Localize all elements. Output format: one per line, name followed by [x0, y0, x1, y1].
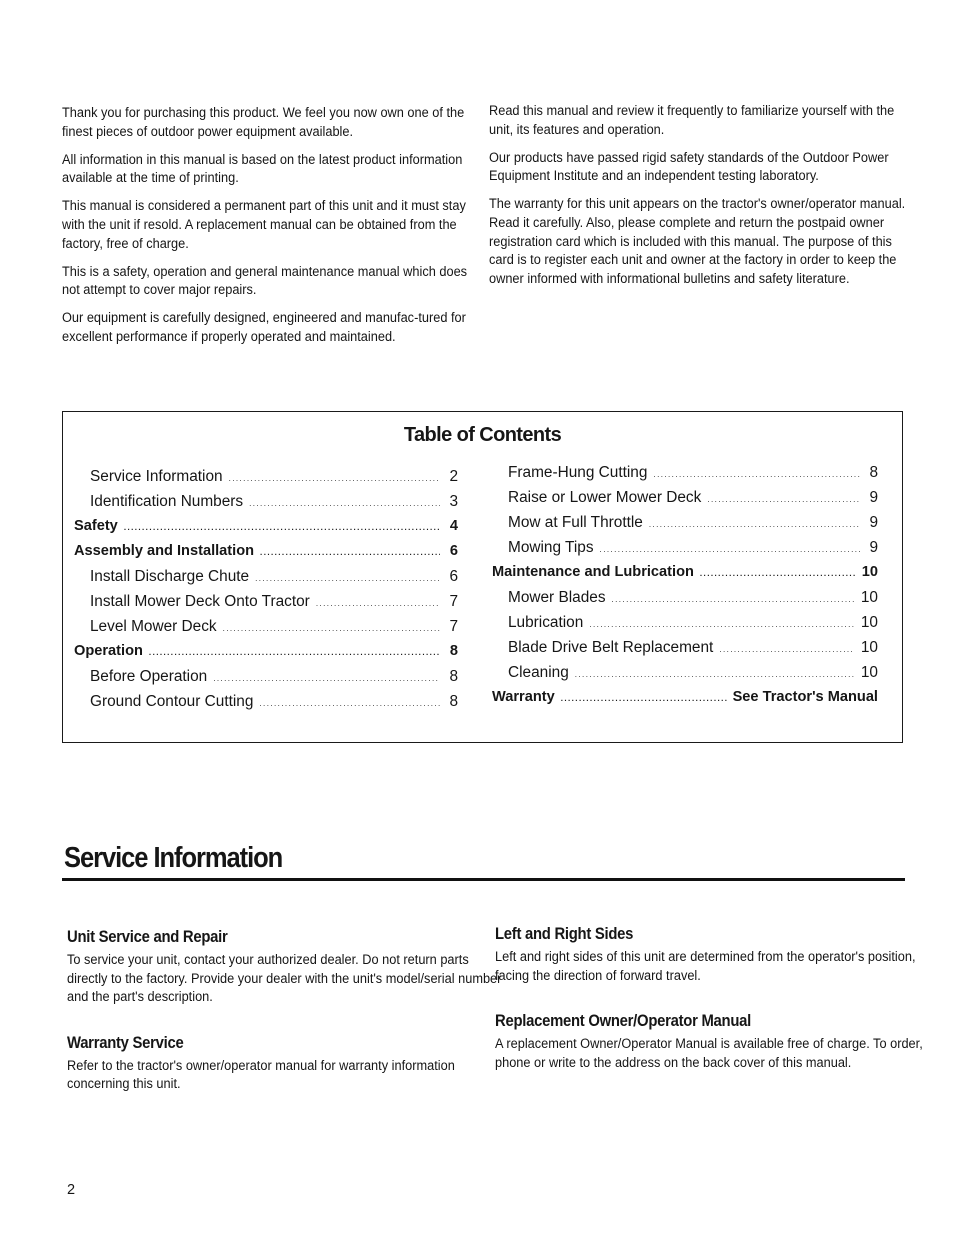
toc-leader-dots — [316, 593, 440, 611]
toc-title: Table of Contents — [403, 424, 562, 446]
toc-entry — [492, 564, 878, 589]
section-divider — [62, 878, 905, 881]
toc-right-column — [492, 464, 878, 714]
intro-paragraph: Read this manual and review it frequently to familiarize yourself with the unit, its features and operation. — [489, 103, 895, 138]
service-heading: Left and Right Sides — [495, 925, 634, 943]
toc-left-column — [74, 468, 458, 718]
toc-entry — [492, 514, 878, 539]
toc-entry — [74, 518, 458, 543]
toc-entry-page: 10 — [860, 589, 878, 606]
toc-entry-label: Raise or Lower Mower Deck — [508, 489, 702, 506]
service-block-replacement-manual — [495, 1012, 935, 1072]
toc-entry-label: Service Information — [90, 468, 223, 485]
toc-entry-page: 7 — [449, 593, 458, 610]
intro-paragraph: Thank you for purchasing this product. We feel you now own one of the finest pieces of outdoor power equipment available. — [62, 105, 465, 140]
toc-entry — [492, 464, 878, 489]
toc-entry-label: Safety — [74, 518, 118, 534]
toc-leader-dots — [700, 564, 856, 580]
toc-entry-label: Frame-Hung Cutting — [508, 464, 648, 481]
intro-paragraph: This is a safety, operation and general maintenance manual which does not attempt to cover major repairs. — [62, 263, 468, 299]
toc-leader-dots — [653, 464, 860, 482]
toc-entry — [492, 589, 878, 614]
toc-entry-page: 3 — [449, 493, 458, 510]
service-block-unit-service — [67, 928, 507, 1007]
toc-leader-dots — [260, 543, 440, 559]
toc-entry-page: 6 — [449, 543, 458, 559]
toc-leader-dots — [249, 493, 440, 511]
toc-entry-page: 9 — [869, 514, 878, 531]
toc-entry-page: 9 — [869, 539, 878, 556]
toc-entry — [74, 468, 458, 493]
table-of-contents — [62, 411, 903, 743]
toc-entry — [492, 539, 878, 564]
intro-paragraph: This manual is considered a permanent part of this unit and it must stay with the unit if resold. A replacement manual can be obtained from the factory, free of charge. — [62, 198, 466, 252]
service-body: A replacement Owner/Operator Manual is available free of charge. To order, phone or write to the address on the back cover of this manual. — [495, 1036, 923, 1071]
toc-entry-label: Warranty — [492, 689, 555, 705]
toc-leader-dots — [149, 643, 440, 659]
toc-entry-page: 10 — [860, 614, 878, 631]
toc-entry-label: Assembly and Installation — [74, 543, 255, 559]
service-heading: Replacement Owner/Operator Manual — [495, 1012, 751, 1030]
toc-entry-page: 8 — [449, 668, 458, 685]
toc-entry-label: Cleaning — [508, 664, 569, 681]
intro-paragraph: All information in this manual is based on the latest product information available at the time of printing. — [62, 151, 463, 187]
toc-leader-dots — [707, 489, 860, 507]
service-heading: Unit Service and Repair — [67, 928, 228, 946]
toc-entry — [492, 689, 878, 714]
toc-entry — [492, 614, 878, 639]
toc-leader-dots — [649, 514, 860, 532]
toc-entry-page: See Tractor's Manual — [732, 689, 878, 705]
toc-entry-page: 8 — [449, 643, 458, 659]
section-title: Service Information — [64, 842, 283, 874]
toc-entry — [74, 668, 458, 693]
toc-entry — [492, 664, 878, 689]
toc-entry — [74, 493, 458, 518]
toc-entry-label: Lubrication — [508, 614, 584, 631]
toc-entry-label: Install Mower Deck Onto Tractor — [90, 593, 310, 610]
service-body: Left and right sides of this unit are determined from the operator's position, facing the direction of forward travel. — [495, 949, 916, 984]
service-right-column — [495, 925, 935, 1099]
toc-leader-dots — [612, 589, 855, 607]
toc-entry — [74, 593, 458, 618]
toc-entry-label: Mow at Full Throttle — [508, 514, 643, 531]
intro-right-column — [489, 102, 910, 298]
toc-entry-page: 7 — [449, 618, 458, 635]
toc-entry-page: 6 — [449, 568, 458, 585]
toc-entry-page: 8 — [869, 464, 878, 481]
toc-leader-dots — [561, 689, 727, 705]
toc-leader-dots — [575, 664, 855, 682]
service-body: To service your unit, contact your authorized dealer. Do not return parts directly to the factory. Provide your dealer with the unit's model/serial number and the part's description. — [67, 952, 502, 1005]
toc-entry-page: 9 — [869, 489, 878, 506]
toc-entry-label: Before Operation — [90, 668, 208, 685]
toc-entry-label: Level Mower Deck — [90, 618, 217, 635]
page-number: 2 — [67, 1182, 76, 1198]
toc-entry-label: Operation — [74, 643, 143, 659]
intro-paragraph: Our products have passed rigid safety standards of the Outdoor Power Equipment Institute and an independent testing laboratory. — [489, 149, 889, 185]
toc-entry-label: Maintenance and Lubrication — [492, 564, 694, 580]
toc-entry-label: Install Discharge Chute — [90, 568, 250, 585]
toc-entry-page: 10 — [860, 664, 878, 681]
toc-entry — [492, 489, 878, 514]
toc-leader-dots — [223, 618, 440, 636]
toc-entry-label: Mower Blades — [508, 589, 606, 606]
toc-entry — [74, 543, 458, 568]
service-heading: Warranty Service — [67, 1033, 184, 1052]
toc-leader-dots — [600, 539, 860, 557]
toc-entry — [74, 568, 458, 593]
intro-paragraph: Our equipment is carefully designed, engineered and manufac-tured for excellent performance if properly operated and maintained. — [62, 310, 466, 345]
toc-leader-dots — [229, 468, 440, 486]
toc-leader-dots — [589, 614, 855, 632]
toc-entry-page: 8 — [449, 693, 458, 710]
intro-paragraph: The warranty for this unit appears on the tractor's owner/operator manual. Read it carefully. Also, please complete and return the postpaid owner registration card which is included with this manual. The purpose of this card is to register each unit and owner at the factory in order to keep the owner informed with informational bulletins and safety literature. — [489, 196, 906, 287]
toc-leader-dots — [255, 568, 440, 586]
service-left-column — [67, 928, 507, 1121]
toc-entry-label: Blade Drive Belt Replacement — [508, 639, 714, 656]
toc-entry-label: Ground Contour Cutting — [90, 693, 254, 710]
service-block-warranty-service — [67, 1034, 507, 1094]
toc-entry — [492, 639, 878, 664]
toc-leader-dots — [719, 639, 855, 657]
toc-entry-label: Identification Numbers — [90, 493, 244, 510]
toc-entry-page: 2 — [449, 468, 458, 485]
toc-entry-label: Mowing Tips — [508, 539, 594, 556]
toc-leader-dots — [213, 668, 440, 686]
service-block-left-right-sides — [495, 925, 935, 985]
service-body: Refer to the tractor's owner/operator manual for warranty information concerning this unit. — [67, 1057, 455, 1092]
toc-leader-dots — [259, 693, 440, 711]
toc-entry — [74, 693, 458, 718]
toc-entry — [74, 618, 458, 643]
toc-entry-page: 10 — [861, 564, 878, 580]
toc-entry — [74, 643, 458, 668]
toc-entry-page: 4 — [449, 518, 458, 534]
intro-left-column — [62, 104, 476, 356]
toc-entry-page: 10 — [860, 639, 878, 656]
toc-leader-dots — [124, 518, 440, 534]
